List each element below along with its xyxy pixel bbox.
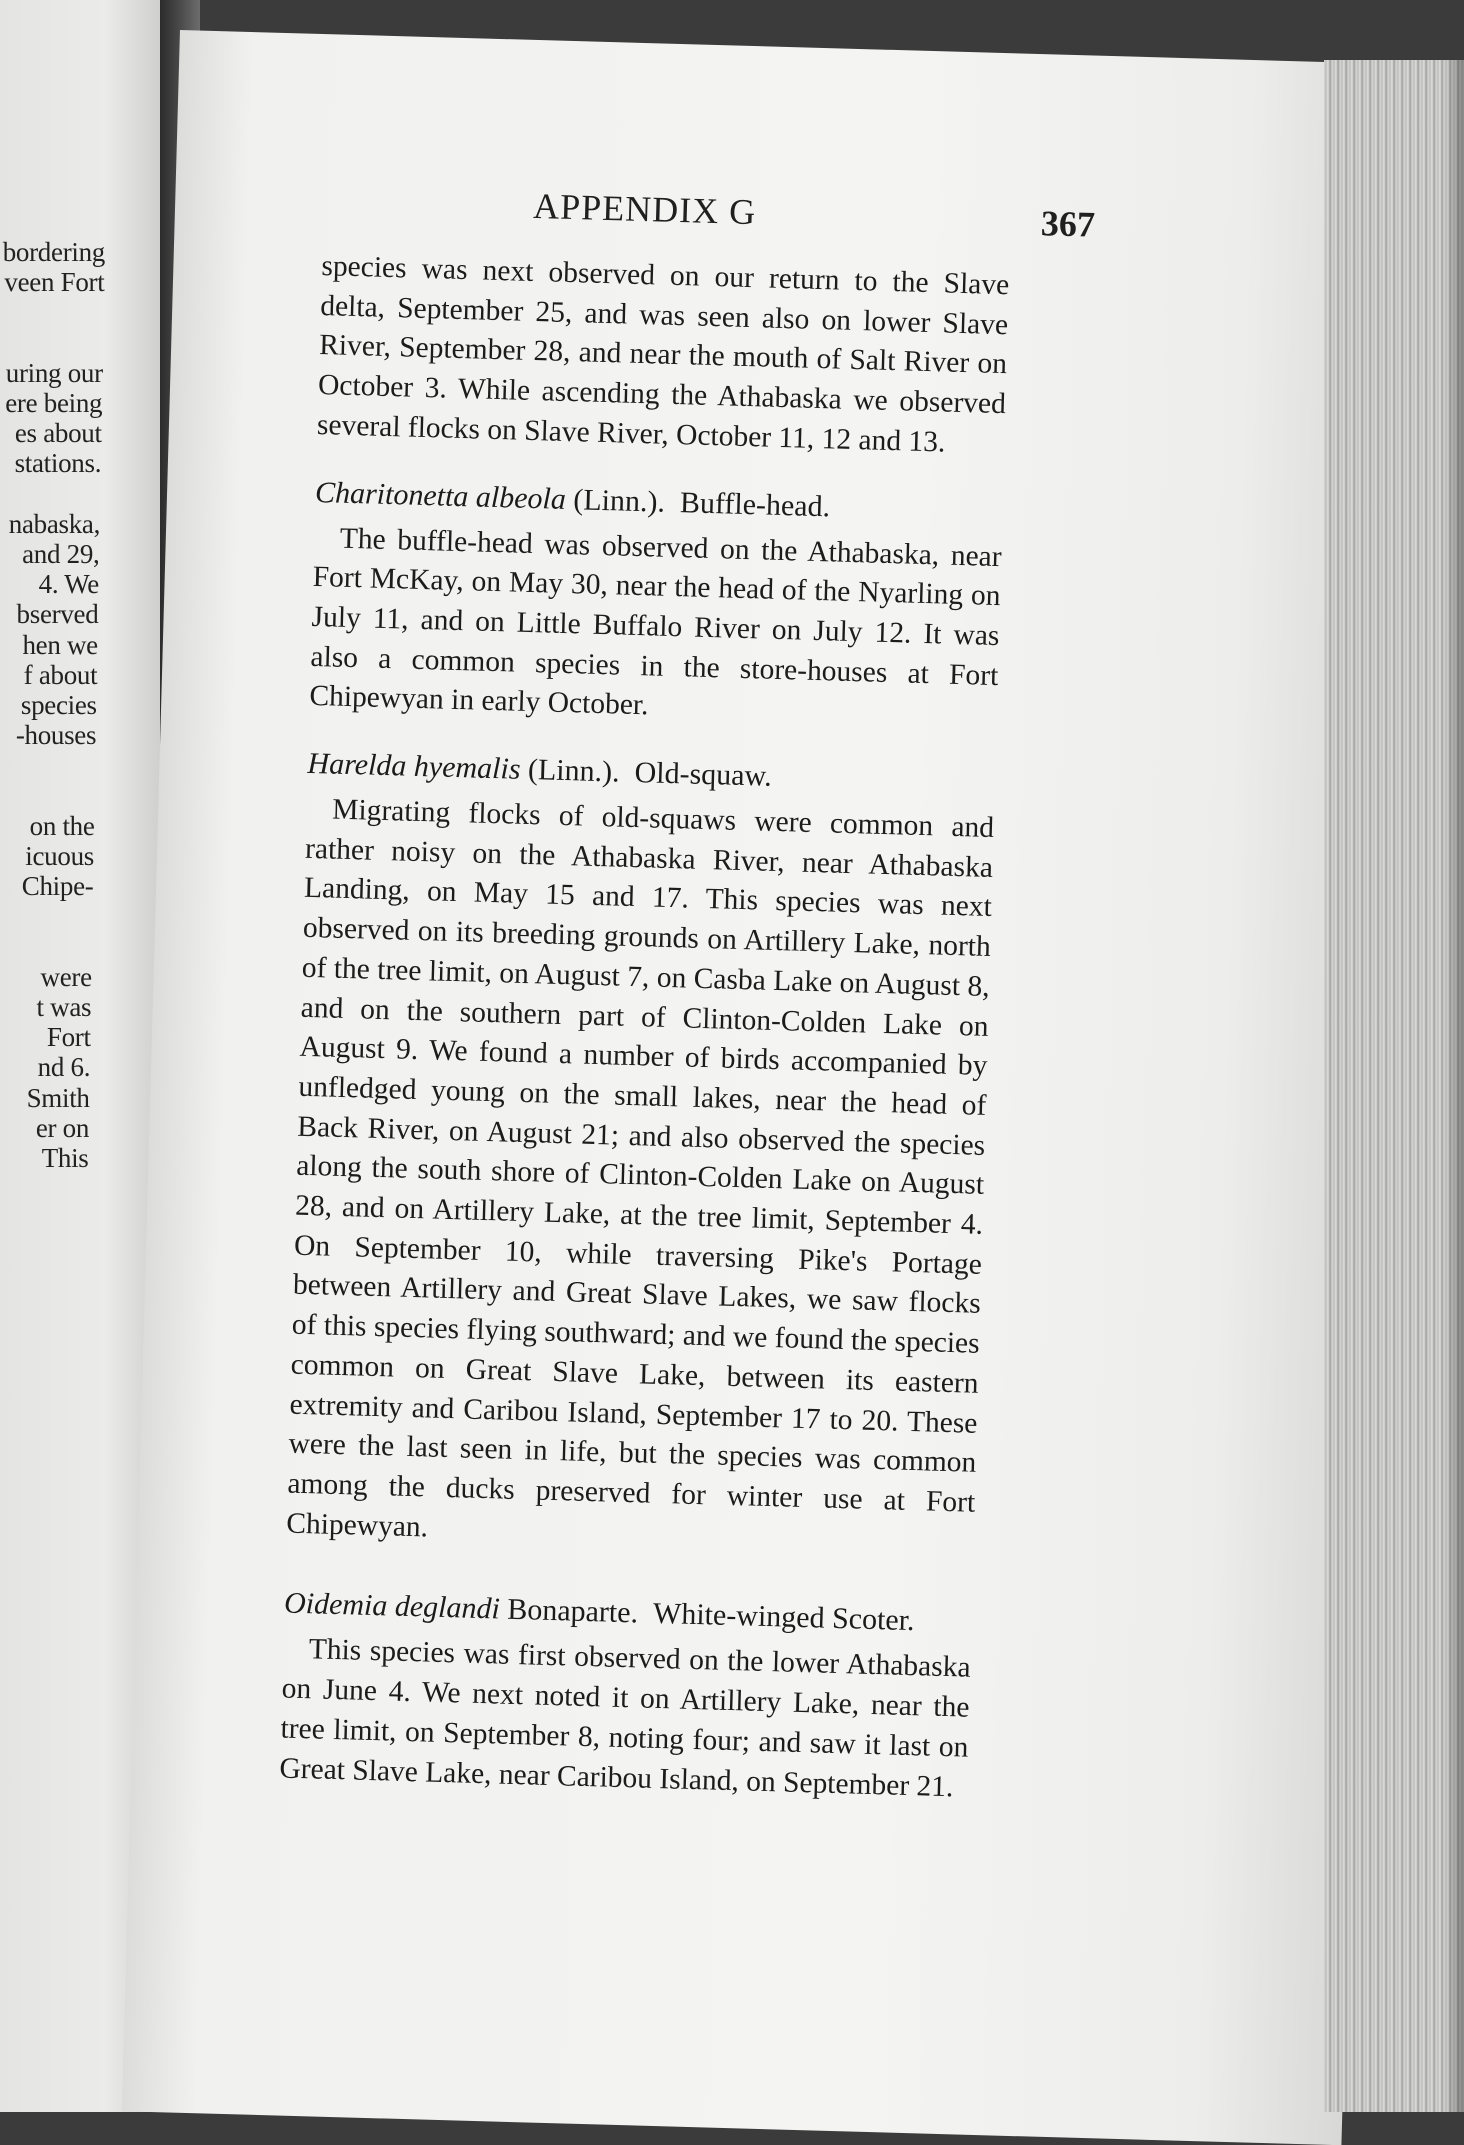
common-name: Old-squaw. bbox=[634, 756, 773, 793]
left-page-fragment: were bbox=[40, 961, 92, 992]
scientific-name: Charitonetta albeola bbox=[314, 475, 567, 516]
left-page-fragment: Fort bbox=[46, 1022, 91, 1053]
left-page-fragment: Smith bbox=[26, 1082, 90, 1113]
species-paragraph-white-winged-scoter: This species was first observed on the lower Athabaska on June 4. We next noted it on Artillery Lake, near the tree limit, on September 8, noting four; and saw it last on Great Slave Lake, near Caribou Island, on September 21. bbox=[279, 1633, 972, 1803]
left-page-fragment: -houses bbox=[15, 720, 97, 751]
running-head: APPENDIX G bbox=[532, 185, 757, 233]
authority: (Linn.). bbox=[527, 753, 621, 789]
page-number: 367 bbox=[1040, 203, 1096, 245]
left-page-fragment: nd 6. bbox=[37, 1052, 91, 1083]
left-page-fragment: stations. bbox=[14, 448, 102, 479]
left-page-fragment: bordering bbox=[2, 237, 105, 267]
left-page-fragment: uring our bbox=[5, 357, 103, 388]
page-content bbox=[122, 30, 1400, 2143]
page-edges bbox=[1324, 60, 1464, 2112]
left-page-fragment: bserved bbox=[16, 599, 99, 630]
left-page-fragment: species bbox=[20, 690, 97, 720]
scientific-name: Oidemia deglandi bbox=[283, 1586, 501, 1626]
left-page-fragment: Chipe- bbox=[21, 871, 94, 902]
authority: (Linn.). bbox=[572, 482, 666, 519]
left-page-fragment: ere being bbox=[5, 388, 103, 418]
left-page-fragment: and 29, bbox=[22, 539, 100, 569]
text-block bbox=[279, 247, 1010, 1808]
left-page-fragment: 4. We bbox=[38, 569, 99, 600]
species-paragraph-old-squaw: Migrating flocks of old-squaws were common and rather noisy on the Athabaska River, near Athabaska Landing, on May 15 and 17. This species was next observed on its breeding grounds on Artillery Lake, north of the tree limit, on August 7, on Casba Lake on August 8, and on the southern part of Clinton-Colden Lake on August 9. We found a number of birds accompanied by unfledged young on the small lakes, near the head of Back River, on August 21; and also observed the species along the south shore of Clinton-Colden Lake on August 28, and on Artillery Lake, at the tree limit, September 4. On September 10, while traversing Pike's Portage between Artillery and Great Slave Lakes, we saw flocks of this species flying southward; and we found the species common on Great Slave Lake, between its eastern extremity and Caribou Island, September 17 to 20. These were the last seen in life, but the species was common among the ducks preserved for winter use at Fort Chipewyan. bbox=[285, 793, 995, 1544]
left-page-fragment: t was bbox=[36, 992, 92, 1022]
left-page-fragment: er on bbox=[35, 1112, 90, 1143]
left-page-fragment: nabaska, bbox=[8, 508, 101, 539]
left-page-fragment: veen Fort bbox=[4, 267, 105, 298]
left-page-fragment: icuous bbox=[25, 841, 94, 871]
page-edges-shadow bbox=[1444, 60, 1464, 2112]
left-page-fragment: f about bbox=[23, 659, 98, 690]
left-page-fragment: hen we bbox=[22, 629, 98, 660]
species-paragraph-buffle-head: The buffle-head was observed on the Athabaska, near Fort McKay, on May 30, near the head of the Nyarling on July 11, and on Little Buffalo River on July 12. It was also a common species in the store-houses at Fort Chipewyan in early October. bbox=[309, 522, 1003, 722]
left-page-fragment: This bbox=[41, 1143, 89, 1173]
scientific-name: Harelda hyemalis bbox=[307, 746, 521, 786]
left-page-fragment: es about bbox=[14, 418, 102, 449]
intro-paragraph: species was next observed on our return to the Slave delta, September 25, and was seen also on lower Slave River, September 28, and near the mouth of Salt River on October 3. While ascending the Athabaska we observed several flocks on Slave River, October 11, 12 and 13. bbox=[316, 250, 1010, 459]
right-page bbox=[122, 30, 1400, 2145]
left-page-fragment: on the bbox=[29, 810, 95, 841]
common-name: Buffle-head. bbox=[679, 485, 831, 523]
common-name: White-winged Scoter. bbox=[652, 1597, 916, 1638]
authority: Bonaparte. bbox=[506, 1593, 639, 1630]
